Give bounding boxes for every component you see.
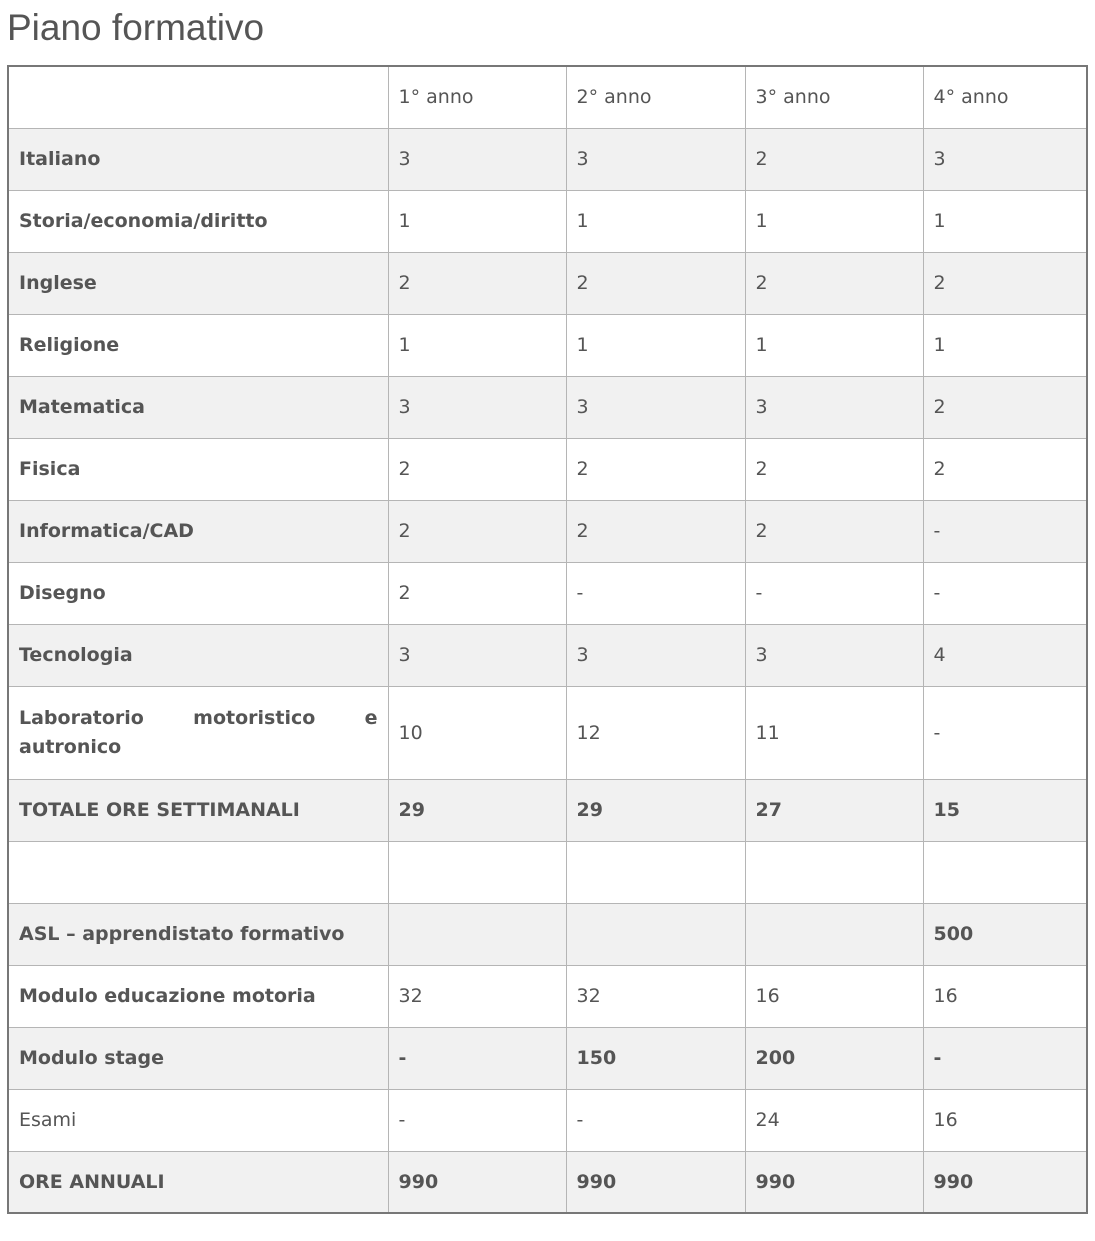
table-row <box>8 1027 1087 1089</box>
value-cell: 500 <box>923 903 1087 965</box>
total-cell: 29 <box>566 779 745 841</box>
table-row <box>8 314 1087 376</box>
empty-cell <box>745 841 923 903</box>
subject-cell: Fisica <box>8 438 388 500</box>
total-cell: 27 <box>745 779 923 841</box>
value-cell: - <box>923 562 1087 624</box>
value-cell: 2 <box>566 500 745 562</box>
value-cell: 2 <box>388 500 566 562</box>
value-cell: 10 <box>388 686 566 779</box>
subject-cell: ORE ANNUALI <box>8 1151 388 1213</box>
value-cell: 200 <box>745 1027 923 1089</box>
subject-cell: Matematica <box>8 376 388 438</box>
subject-cell: Esami <box>8 1089 388 1151</box>
value-cell: 3 <box>388 128 566 190</box>
value-cell: 1 <box>388 190 566 252</box>
subject-cell: Italiano <box>8 128 388 190</box>
header-cell-year-4: 4° anno <box>923 66 1087 128</box>
table-row <box>8 376 1087 438</box>
value-cell: 2 <box>388 438 566 500</box>
subject-cell: TOTALE ORE SETTIMANALI <box>8 779 388 841</box>
value-cell: - <box>745 562 923 624</box>
value-cell: 16 <box>923 1089 1087 1151</box>
value-cell: 2 <box>745 128 923 190</box>
value-cell: - <box>923 500 1087 562</box>
subject-cell: Informatica/CAD <box>8 500 388 562</box>
value-cell: 2 <box>566 438 745 500</box>
value-cell: 2 <box>388 562 566 624</box>
value-cell: 3 <box>566 624 745 686</box>
value-cell: 3 <box>923 128 1087 190</box>
value-cell: 1 <box>566 314 745 376</box>
value-cell: 1 <box>745 190 923 252</box>
value-cell: 11 <box>745 686 923 779</box>
header-cell-year-3: 3° anno <box>745 66 923 128</box>
empty-cell <box>566 841 745 903</box>
value-cell: 3 <box>745 376 923 438</box>
value-cell: - <box>388 1089 566 1151</box>
table-row <box>8 128 1087 190</box>
empty-cell <box>923 841 1087 903</box>
table-row <box>8 1089 1087 1151</box>
annual-total-row <box>8 1151 1087 1213</box>
value-cell: 32 <box>566 965 745 1027</box>
value-cell: 4 <box>923 624 1087 686</box>
table-row <box>8 903 1087 965</box>
table-row <box>8 686 1087 779</box>
table-header-row <box>8 66 1087 128</box>
total-cell: 990 <box>388 1151 566 1213</box>
value-cell: 2 <box>388 252 566 314</box>
value-cell: 1 <box>388 314 566 376</box>
value-cell: 2 <box>923 252 1087 314</box>
value-cell: - <box>923 686 1087 779</box>
curriculum-table <box>7 65 1088 1214</box>
total-cell: 29 <box>388 779 566 841</box>
value-cell: 1 <box>923 190 1087 252</box>
table-row <box>8 190 1087 252</box>
value-cell: 2 <box>923 438 1087 500</box>
empty-cell <box>388 841 566 903</box>
value-cell: - <box>923 1027 1087 1089</box>
subject-cell: Laboratorio motoristico e autronico <box>8 686 388 779</box>
value-cell: 1 <box>745 314 923 376</box>
value-cell: - <box>388 1027 566 1089</box>
subject-cell: Tecnologia <box>8 624 388 686</box>
table-row <box>8 965 1087 1027</box>
table-row <box>8 438 1087 500</box>
empty-row <box>8 841 1087 903</box>
weekly-total-row <box>8 779 1087 841</box>
table-row <box>8 624 1087 686</box>
value-cell: - <box>566 1089 745 1151</box>
value-cell: 1 <box>566 190 745 252</box>
value-cell: 3 <box>566 376 745 438</box>
value-cell: 16 <box>745 965 923 1027</box>
empty-cell <box>8 841 388 903</box>
header-cell-year-1: 1° anno <box>388 66 566 128</box>
total-cell: 15 <box>923 779 1087 841</box>
header-cell-year-2: 2° anno <box>566 66 745 128</box>
value-cell: - <box>566 562 745 624</box>
value-cell <box>566 903 745 965</box>
value-cell: 3 <box>745 624 923 686</box>
table-row <box>8 500 1087 562</box>
value-cell: 3 <box>388 376 566 438</box>
subject-cell: Modulo educazione motoria <box>8 965 388 1027</box>
total-cell: 990 <box>566 1151 745 1213</box>
subject-cell: Modulo stage <box>8 1027 388 1089</box>
subject-cell: Inglese <box>8 252 388 314</box>
value-cell: 1 <box>923 314 1087 376</box>
value-cell: 2 <box>923 376 1087 438</box>
value-cell: 3 <box>388 624 566 686</box>
subject-cell: ASL – apprendistato formativo <box>8 903 388 965</box>
subject-cell: Storia/economia/diritto <box>8 190 388 252</box>
value-cell: 2 <box>745 252 923 314</box>
total-cell: 990 <box>923 1151 1087 1213</box>
subject-cell: Disegno <box>8 562 388 624</box>
value-cell: 16 <box>923 965 1087 1027</box>
value-cell: 150 <box>566 1027 745 1089</box>
page-title: Piano formativo <box>7 7 265 48</box>
value-cell: 24 <box>745 1089 923 1151</box>
value-cell <box>745 903 923 965</box>
value-cell: 12 <box>566 686 745 779</box>
value-cell: 2 <box>745 500 923 562</box>
value-cell: 3 <box>566 128 745 190</box>
subject-cell: Religione <box>8 314 388 376</box>
header-cell-empty <box>8 66 388 128</box>
total-cell: 990 <box>745 1151 923 1213</box>
value-cell: 2 <box>566 252 745 314</box>
value-cell: 2 <box>745 438 923 500</box>
value-cell: 32 <box>388 965 566 1027</box>
table-row <box>8 252 1087 314</box>
table-row <box>8 562 1087 624</box>
value-cell <box>388 903 566 965</box>
